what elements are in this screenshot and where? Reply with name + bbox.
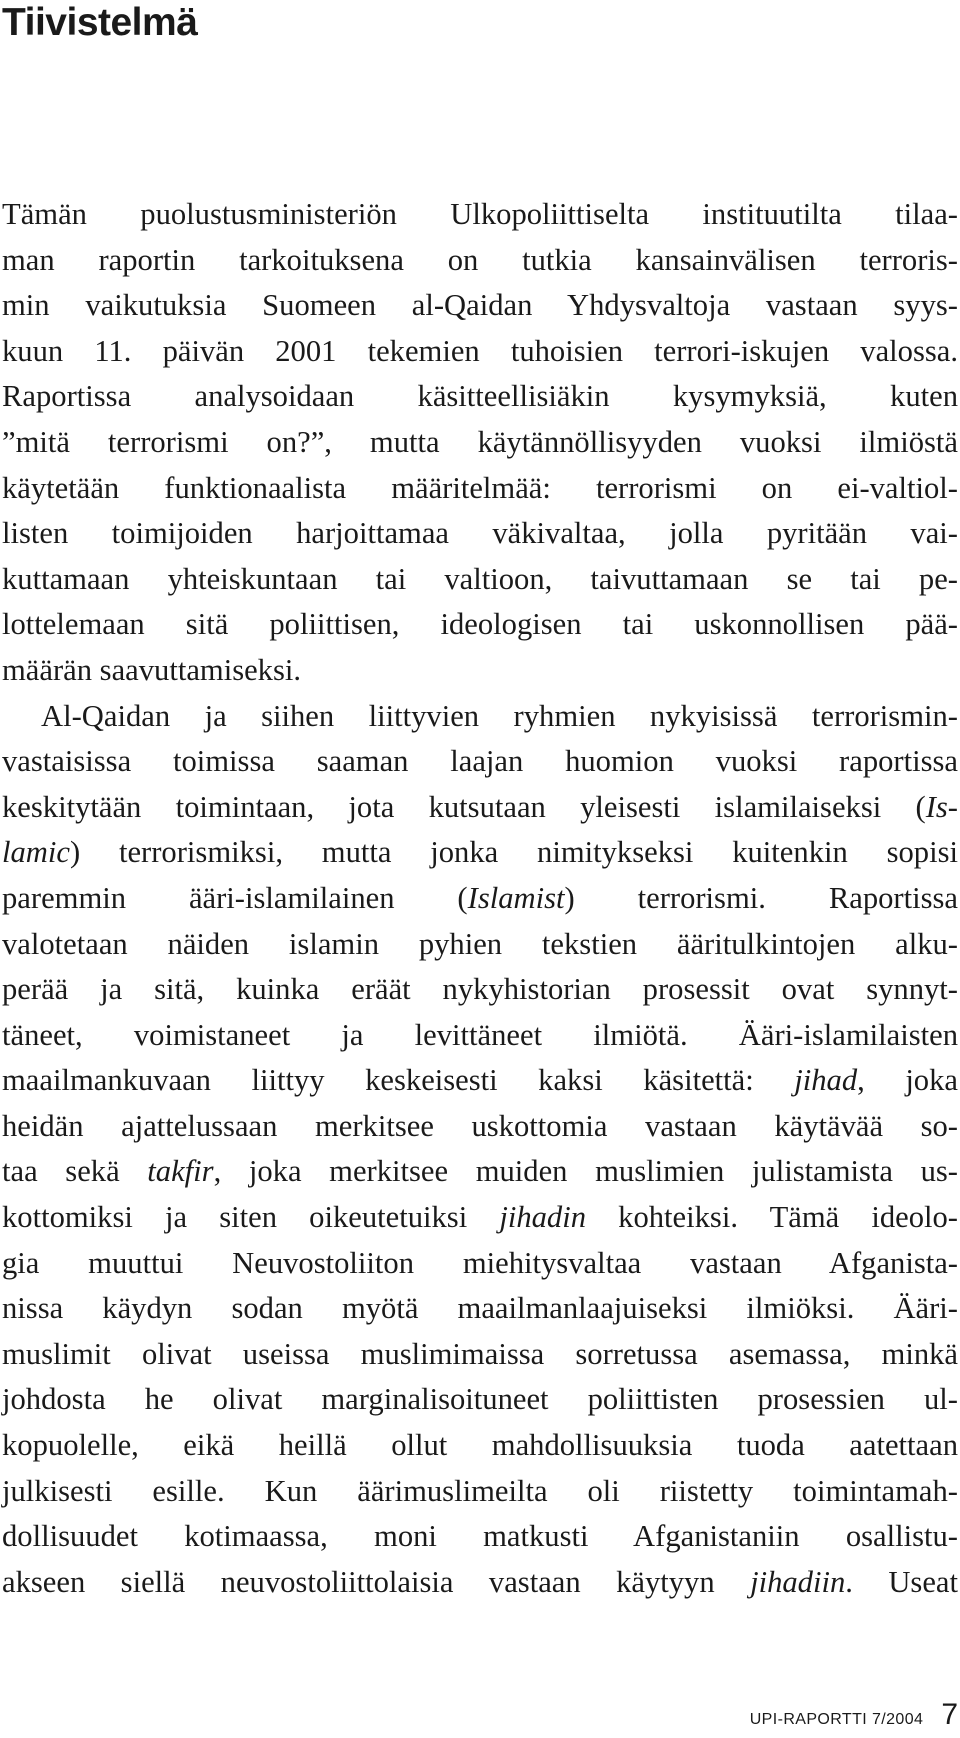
page-number: 7 <box>941 1698 958 1731</box>
text-line: määrän saavuttamiseksi. <box>2 652 302 687</box>
text-line <box>2 1560 958 1606</box>
text-run: taa sekä <box>2 1154 148 1189</box>
italic-term: jihadiin <box>750 1564 846 1599</box>
text-line: man raportin tarkoituksena on tutkia kansainvälisen terroris- <box>2 242 958 277</box>
text-line: valotetaan näiden islamin pyhien tekstien ääritulkintojen alku- <box>2 926 958 961</box>
text-run: paremmin ääri-islamilainen ( <box>2 880 468 915</box>
text-line: ”mitä terrorismi on?”, mutta käytännöllisyyden vuoksi ilmiöstä <box>2 424 958 459</box>
text-line: kopuolelle, eikä heillä ollut mahdollisuuksia tuoda aatettaan <box>2 1428 958 1463</box>
text-line: kuun 11. päivän 2001 tekemien tuhoisien terrori-iskujen valossa. <box>2 333 958 368</box>
text-line: Al-Qaidan ja siihen liittyvien ryhmien nykyisissä terrorismin- <box>41 698 958 733</box>
text-run: ) terrorismiksi, mutta jonka nimitykseksi kuitenkin sopisi <box>69 835 958 870</box>
italic-term: lamic <box>2 835 70 870</box>
text-line: muslimit olivat useissa muslimimaissa sorretussa asemassa, minkä <box>2 1336 958 1371</box>
italic-term: jihad <box>794 1063 858 1098</box>
text-line: vastaisissa toimissa saaman laajan huomion vuoksi raportissa <box>2 744 958 779</box>
text-line: täneet, voimistaneet ja levittäneet ilmiötä. Ääri-islamilaisten <box>2 1017 958 1052</box>
text-run: keskitytään toimintaan, jota kutsutaan yleisesti islamilaiseksi ( <box>2 789 926 824</box>
text-line <box>2 1058 958 1104</box>
text-run: maailmankuvaan liittyy keskeisesti kaksi käsitettä: <box>2 1063 795 1098</box>
text-line: gia muuttui Neuvostoliiton miehitysvaltaa vastaan Afganista- <box>2 1245 958 1280</box>
text-line: dollisuudet kotimaassa, moni matkusti Afganistaniin osallistu- <box>2 1519 958 1554</box>
text-line: Raportissa analysoidaan käsitteellisiäkin kysymyksiä, kuten <box>2 379 958 414</box>
text-run: , joka <box>857 1063 958 1098</box>
text-line: käytetään funktionaalista määritelmää: terrorismi on ei-valtiol- <box>2 470 958 505</box>
text-line: nissa käydyn sodan myötä maailmanlaajuiseksi ilmiöksi. Ääri- <box>2 1291 958 1326</box>
italic-term: jihadin <box>499 1200 587 1235</box>
text-line <box>2 876 958 922</box>
text-line: johdosta he olivat marginalisoituneet poliittisten prosessien ul- <box>2 1382 958 1417</box>
text-line: julkisesti esille. Kun äärimuslimeilta oli riistetty toimintamah- <box>2 1473 958 1508</box>
text-line: kuttamaan yhteiskuntaan tai valtioon, taivuttamaan se tai pe- <box>2 561 958 596</box>
text-run: akseen siellä neuvostoliittolaisia vastaan käytyyn <box>2 1564 751 1599</box>
page-title: Tiivistelmä <box>2 1 198 44</box>
summary-body <box>2 192 958 1605</box>
paragraph-1 <box>2 192 958 694</box>
text-line: listen toimijoiden harjoittamaa väkivaltaa, jolla pyritään vai- <box>2 516 958 551</box>
page-footer <box>0 1698 958 1734</box>
italic-term: Is- <box>925 789 958 824</box>
text-run: ) terrorismi. Raportissa <box>564 880 958 915</box>
text-run: . Useat <box>845 1564 958 1599</box>
text-line: min vaikutuksia Suomeen al-Qaidan Yhdysvaltoja vastaan syys- <box>2 288 958 323</box>
paragraph-2 <box>2 694 958 1606</box>
text-line <box>2 830 958 876</box>
text-line <box>2 1195 958 1241</box>
text-run: kohteiksi. Tämä ideolo- <box>586 1200 958 1235</box>
text-line: heidän ajattelussaan merkitsee uskottomia vastaan käytävää so- <box>2 1108 958 1143</box>
text-line: lottelemaan sitä poliittisen, ideologisen tai uskonnollisen pää- <box>2 607 958 642</box>
italic-term: takfir <box>147 1154 214 1189</box>
text-line: perää ja sitä, kuinka eräät nykyhistorian prosessit ovat synnyt- <box>2 972 958 1007</box>
text-line <box>2 785 958 831</box>
report-series-label: UPI-RAPORTTI 7/2004 <box>749 1711 924 1728</box>
text-run: kottomiksi ja siten oikeutetuiksi <box>2 1200 500 1235</box>
text-line: Tämän puolustusministeriön Ulkopoliittiselta instituutilta tilaa- <box>2 197 958 231</box>
text-line <box>2 1149 958 1195</box>
text-run: , joka merkitsee muiden muslimien julistamista us- <box>213 1154 958 1189</box>
italic-term: Islamist <box>467 880 565 915</box>
